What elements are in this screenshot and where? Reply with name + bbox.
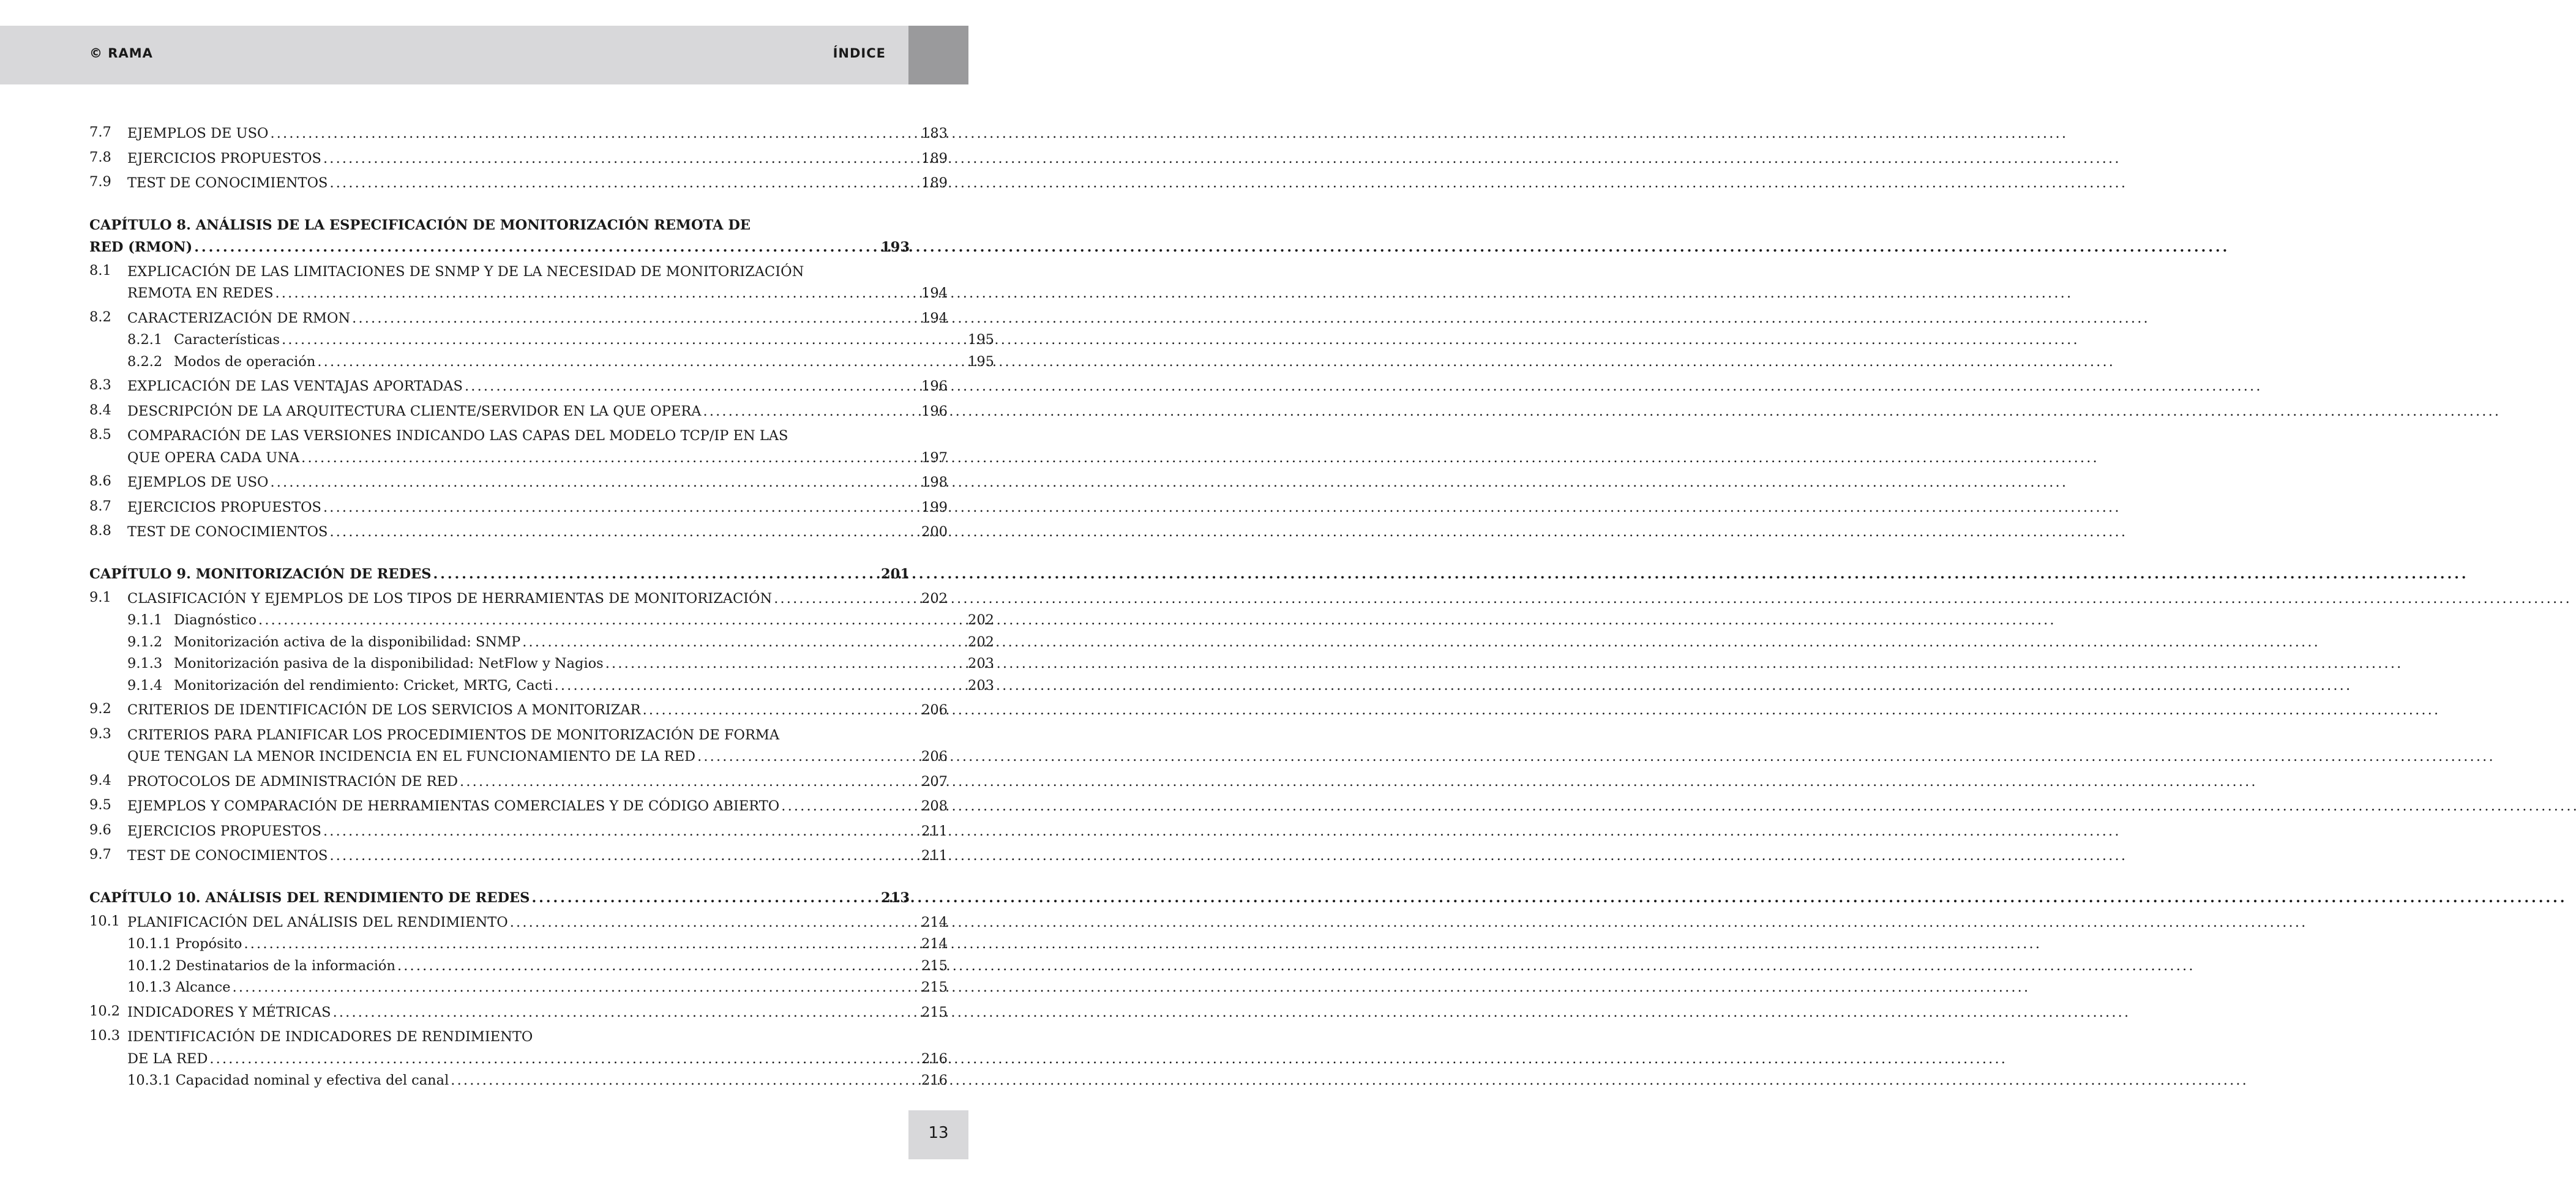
toc-entry-line (127, 376, 948, 398)
dot-leader (703, 401, 920, 423)
toc-entry-number: 8.3 (89, 377, 111, 393)
toc-entry-line (127, 746, 948, 768)
toc-entry (89, 610, 994, 632)
dot-leader (352, 308, 919, 330)
toc-entry-title: Monitorización del rendimiento: Cricket, MRTG, Cacti (174, 677, 553, 693)
toc-entry-number: 9.1.4 (127, 677, 163, 693)
dot-leader (781, 796, 919, 818)
toc-entry-number: 8.8 (89, 523, 111, 539)
toc-entry (89, 351, 994, 373)
toc-entry-title: IDENTIFICACIÓN DE INDICADORES DE RENDIMIENTO (127, 1029, 533, 1045)
toc-entry-page: 216 (921, 1072, 948, 1088)
toc-entry-title: DESCRIPCIÓN DE LA ARQUITECTURA CLIENTE/SERVIDOR EN LA QUE OPERA (127, 403, 702, 419)
toc-entry-title: 10.3.1 Capacidad nominal y efectiva del canal (127, 1072, 449, 1088)
toc-entry (89, 722, 948, 768)
toc-entry (89, 999, 948, 1024)
header-publisher: © RAMA (89, 46, 153, 61)
toc-entry-line (174, 351, 994, 373)
toc-entry-number: 7.8 (89, 149, 111, 165)
toc-entry (89, 933, 948, 955)
dot-leader (329, 845, 919, 867)
toc-entry-title: QUE OPERA CADA UNA (127, 449, 300, 466)
toc-entry-line (127, 521, 948, 544)
toc-entry-title: 10.1.2 Destinatarios de la información (127, 957, 395, 974)
toc-entry-page: 214 (921, 914, 948, 930)
toc-entry-line (127, 845, 948, 867)
toc-entry-page: 199 (921, 499, 948, 515)
toc-entry-title: Diagnóstico (174, 612, 257, 628)
dot-leader (555, 675, 966, 697)
toc-entry (89, 120, 948, 145)
toc-entry-page: 203 (968, 677, 994, 693)
dot-leader (323, 148, 919, 170)
toc-entry-number: 10.2 (89, 1003, 121, 1019)
toc-entry-page: 183 (921, 125, 948, 141)
dot-leader (451, 1070, 919, 1092)
dot-leader (643, 700, 919, 722)
toc-entry-title: Modos de operación (174, 353, 316, 370)
toc-entry-page: 195 (968, 332, 994, 348)
toc-entry-page: 201 (881, 566, 910, 582)
toc-entry-number: 8.7 (89, 498, 111, 514)
toc-entry-line (127, 1070, 948, 1092)
toc-entry-title: CRITERIOS PARA PLANIFICAR LOS PROCEDIMIENTOS DE MONITORIZACIÓN DE FORMA (127, 727, 780, 743)
toc-entry-title: CLASIFICACIÓN Y EJEMPLOS DE LOS TIPOS DE HERRAMIENTAS DE MONITORIZACIÓN (127, 590, 773, 607)
toc-entry-number: 8.1 (89, 262, 111, 278)
toc-entry-page: 202 (968, 634, 994, 650)
toc-entry-number: 9.1.1 (127, 612, 163, 628)
dot-leader (329, 173, 919, 195)
toc-entry-title: Monitorización activa de la disponibilidad: SNMP (174, 634, 521, 650)
toc-entry-title: INDICADORES Y MÉTRICAS (127, 1004, 331, 1020)
toc-entry-number: 7.9 (89, 174, 111, 190)
toc-entry-line (127, 933, 948, 955)
toc-entry (89, 675, 994, 697)
toc-entry-page: 213 (881, 889, 910, 906)
toc-entry-number: 9.7 (89, 847, 111, 862)
toc-entry-title: PROTOCOLOS DE ADMINISTRACIÓN DE RED (127, 773, 459, 790)
toc-entry-title: CARACTERIZACIÓN DE RMON (127, 310, 351, 326)
dot-leader (465, 376, 919, 398)
toc-entry (89, 494, 948, 519)
toc-entry (89, 145, 948, 170)
toc-entry-title: EXPLICACIÓN DE LAS VENTAJAS APORTADAS (127, 378, 463, 394)
toc-entry-page: 215 (921, 979, 948, 995)
toc-entry (89, 398, 948, 423)
toc-entry-number: 9.6 (89, 821, 111, 838)
toc-entry-title: TEST DE CONOCIMIENTOS (127, 175, 328, 191)
toc-entry-number: 9.2 (89, 701, 111, 717)
toc-entry-title: RED (RMON) (89, 239, 193, 255)
toc-entry-page: 216 (921, 1050, 948, 1067)
toc-entry-page: 203 (968, 656, 994, 671)
toc-entry (89, 842, 948, 867)
toc-entry-line (127, 912, 948, 934)
toc-entry-number: 10.1 (89, 913, 121, 929)
toc-entry-page: 215 (921, 1004, 948, 1020)
toc-entry-line (127, 447, 948, 469)
toc-entry-number: 8.5 (89, 427, 111, 443)
toc-entry-line (127, 796, 948, 818)
dot-leader (301, 447, 919, 469)
toc-entry-page: 195 (968, 353, 994, 370)
toc-entry (89, 585, 948, 610)
toc-entry-page: 214 (921, 936, 948, 952)
toc-entry-title: EJERCICIOS PROPUESTOS (127, 499, 321, 515)
toc-entry (89, 977, 948, 999)
toc-entry-line (127, 821, 948, 843)
toc-entry-number: 9.4 (89, 772, 111, 788)
toc-entry-line (127, 123, 948, 145)
toc-entry-title: CAPÍTULO 10. ANÁLISIS DEL RENDIMIENTO DE REDES (89, 889, 530, 906)
toc-entry-page: 196 (921, 378, 948, 394)
dot-leader (397, 955, 919, 978)
toc-entry-title: 10.1.1 Propósito (127, 936, 242, 952)
toc-entry-page: 196 (921, 403, 948, 419)
toc-entry-title: COMPARACIÓN DE LAS VERSIONES INDICANDO LAS CAPAS DEL MODELO TCP/IP EN LAS (127, 428, 788, 444)
dot-leader (323, 497, 919, 519)
toc-entry-page: 194 (921, 310, 948, 326)
toc-entry-line (127, 401, 948, 423)
toc-entry-line (174, 610, 994, 632)
toc-entry-page: 211 (921, 823, 948, 839)
toc-entry-line (127, 148, 948, 170)
toc-entry-number: 8.2.2 (127, 353, 163, 370)
toc-entry (89, 793, 948, 818)
toc-entry-title: CAPÍTULO 8. ANÁLISIS DE LA ESPECIFICACIÓN DE MONITORIZACIÓN REMOTA DE (89, 217, 751, 233)
toc-entry-page: 193 (881, 239, 910, 255)
toc-entry-line (127, 700, 948, 722)
dot-leader (329, 521, 919, 544)
toc-entry-page: 189 (921, 150, 948, 166)
dot-leader (270, 472, 919, 494)
dot-leader (194, 236, 879, 258)
toc-entry (89, 632, 994, 654)
dot-leader (522, 632, 966, 654)
toc-entry-number: 8.2.1 (127, 332, 163, 348)
toc-entry-page: 198 (921, 474, 948, 490)
dot-leader (275, 283, 920, 305)
toc-entry (89, 697, 948, 722)
dot-leader (244, 933, 919, 955)
toc-entry-title: QUE TENGAN LA MENOR INCIDENCIA EN EL FUNCIONAMIENTO DE LA RED (127, 749, 696, 764)
toc-entry-number: 9.1.2 (127, 634, 163, 650)
dot-leader (317, 351, 966, 373)
toc-entry-page: 200 (921, 524, 948, 540)
toc-entry-number: 9.5 (89, 797, 111, 813)
toc-entry (89, 305, 948, 330)
toc-entry-page: 207 (921, 773, 948, 790)
toc-entry-title: TEST DE CONOCIMIENTOS (127, 848, 328, 864)
toc-entry (89, 1023, 948, 1070)
dot-leader (282, 329, 966, 351)
toc-entry-title: EJEMPLOS DE USO (127, 474, 269, 490)
dot-leader (774, 588, 919, 610)
toc-entry-line (127, 308, 948, 330)
toc-entry-page: 189 (921, 175, 948, 191)
toc-entry (89, 653, 994, 675)
toc-entry (89, 329, 994, 351)
dot-leader (605, 653, 966, 675)
toc-entry-line (127, 1049, 948, 1071)
toc-entry-number: 9.1 (89, 589, 111, 605)
header-section-title: ÍNDICE (833, 46, 886, 61)
toc-entry-number: 8.6 (89, 473, 111, 489)
dot-leader (258, 610, 966, 632)
toc-entry-page: 194 (921, 285, 948, 301)
toc-entry (89, 373, 948, 398)
toc-entry-number: 10.3 (89, 1028, 121, 1044)
dot-leader (209, 1049, 919, 1071)
toc-entry-title: PLANIFICACIÓN DEL ANÁLISIS DEL RENDIMIENTO (127, 914, 508, 930)
toc-entry (89, 422, 948, 469)
toc-entry (89, 955, 948, 978)
toc-chapter (89, 214, 910, 258)
toc-entry-line (89, 563, 910, 585)
toc-entry-title: EXPLICACIÓN DE LAS LIMITACIONES DE SNMP Y DE LA NECESIDAD DE MONITORIZACIÓN (127, 263, 804, 280)
toc-entry-page: 206 (921, 749, 948, 764)
toc-entry-page: 206 (921, 702, 948, 718)
dot-leader (697, 746, 919, 768)
toc-entry-page: 215 (921, 957, 948, 974)
toc-entry (89, 518, 948, 544)
page-number: 13 (928, 1124, 949, 1142)
toc-entry (89, 258, 948, 305)
toc-entry-title: EJEMPLOS DE USO (127, 125, 269, 141)
toc-entry-title: CRITERIOS DE IDENTIFICACIÓN DE LOS SERVICIOS A MONITORIZAR (127, 702, 641, 718)
toc-entry-line (89, 236, 910, 258)
toc-entry-line (127, 977, 948, 999)
toc-entry-title: DE LA RED (127, 1050, 208, 1067)
toc-entry-line (127, 1002, 948, 1024)
toc-entry (89, 170, 948, 195)
toc-entry-number: 9.1.3 (127, 656, 163, 671)
toc-entry-line (127, 472, 948, 494)
toc-entry-page: 211 (921, 848, 948, 864)
toc-entry-title: 10.1.3 Alcance (127, 979, 231, 995)
toc-entry-line (89, 887, 910, 909)
toc-entry-title: CAPÍTULO 9. MONITORIZACIÓN DE REDES (89, 566, 432, 582)
toc-entry (89, 1070, 948, 1092)
dot-leader (510, 912, 919, 934)
dot-leader (433, 563, 879, 585)
toc-entry-line (127, 955, 948, 978)
toc-entry (89, 768, 948, 793)
toc-entry-title: EJERCICIOS PROPUESTOS (127, 150, 321, 166)
toc-entry (89, 469, 948, 494)
toc-entry-line (174, 329, 994, 351)
header-tab (908, 26, 968, 84)
toc-entry-page: 202 (921, 590, 948, 607)
toc-entry-title: Monitorización pasiva de la disponibilidad: NetFlow y Nagios (174, 656, 604, 671)
toc-entry-line (127, 497, 948, 519)
toc-entry-line (174, 632, 994, 654)
toc-entry-number: 8.4 (89, 402, 111, 418)
toc-entry-title: Características (174, 332, 280, 348)
toc-entry-line (174, 675, 994, 697)
toc-entry-line (127, 283, 948, 305)
table-of-contents (89, 120, 994, 1092)
toc-entry-number: 7.7 (89, 124, 111, 140)
dot-leader (531, 887, 879, 909)
toc-entry (89, 909, 948, 934)
toc-entry-page: 202 (968, 612, 994, 628)
toc-entry-line (127, 588, 948, 610)
toc-entry-line (127, 173, 948, 195)
toc-entry-title: TEST DE CONOCIMIENTOS (127, 524, 328, 540)
toc-entry-page: 208 (921, 798, 948, 814)
toc-entry-number: 9.3 (89, 725, 111, 742)
toc-entry-line (127, 771, 948, 793)
toc-entry-title: REMOTA EN REDES (127, 285, 274, 301)
toc-entry (89, 818, 948, 843)
dot-leader (233, 977, 919, 999)
toc-entry-number: 8.2 (89, 308, 111, 325)
toc-entry-line (174, 653, 994, 675)
toc-entry-title: EJEMPLOS Y COMPARACIÓN DE HERRAMIENTAS COMERCIALES Y DE CÓDIGO ABIERTO (127, 798, 780, 814)
toc-entry-title: EJERCICIOS PROPUESTOS (127, 823, 321, 839)
dot-leader (333, 1002, 919, 1024)
dot-leader (460, 771, 919, 793)
dot-leader (270, 123, 919, 145)
toc-entry-page: 197 (921, 449, 948, 466)
toc-chapter (89, 563, 910, 585)
toc-chapter (89, 887, 910, 909)
dot-leader (323, 821, 919, 843)
